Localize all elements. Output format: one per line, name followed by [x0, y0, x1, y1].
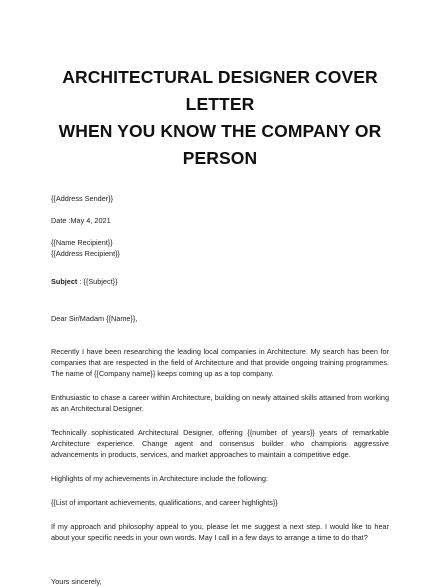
subject-line: [51, 276, 389, 287]
date-label: Date :: [51, 216, 71, 225]
document-title: [51, 0, 389, 172]
title-line-3: PERSON: [182, 148, 258, 168]
address-sender: {{Address Sender}}: [51, 194, 114, 203]
paragraph-5: {{List of important achievements, qualifications, and career highlights}}: [51, 498, 278, 507]
title-line-1: ARCHITECTURAL DESIGNER COVER LETTER: [62, 67, 378, 114]
letter-body: [51, 193, 389, 587]
date-value: May 4, 2021: [70, 216, 111, 225]
paragraph-6: If my approach and philosophy appeal to you, please let me suggest a next step. I would like to hear about your specific needs in your own words. May I call in a few days to arrange a time to do that?: [51, 522, 389, 542]
title-line-2: WHEN YOU KNOW THE COMPANY OR: [58, 121, 382, 141]
paragraph-1: Recently I have been researching the leading local companies in Architecture. My search has been for companies that are respected in the field of Architecture and that provide ongoing training programmes. The name of {{Company name}} keeps coming up as a top company.: [51, 347, 389, 378]
recipient-address: {{Address Recipient}}: [51, 249, 120, 258]
salutation: Dear Sir/Madam {{Name}},: [51, 314, 138, 323]
paragraph-2: Enthusiastic to chase a career within Architecture, building on newly attained skills attained from working as an Architectural Designer.: [51, 393, 389, 413]
paragraph-4: Highlights of my achievements in Architecture include the following:: [51, 474, 268, 483]
closing: Yours sincerely,: [51, 577, 102, 586]
paragraph-3: Technically sophisticated Architectural Designer, offering {{number of years}} years of remarkable Architecture experience. Change agent and consensus builder who champions aggressive advancements in products, services, and market approaches to maintain a competitive edge.: [51, 428, 389, 459]
date-line: [51, 215, 389, 226]
subject-value: : {{Subject}}: [79, 277, 118, 286]
subject-label: Subject: [51, 277, 78, 286]
recipient-name: {{Name Recipient}}: [51, 238, 113, 247]
